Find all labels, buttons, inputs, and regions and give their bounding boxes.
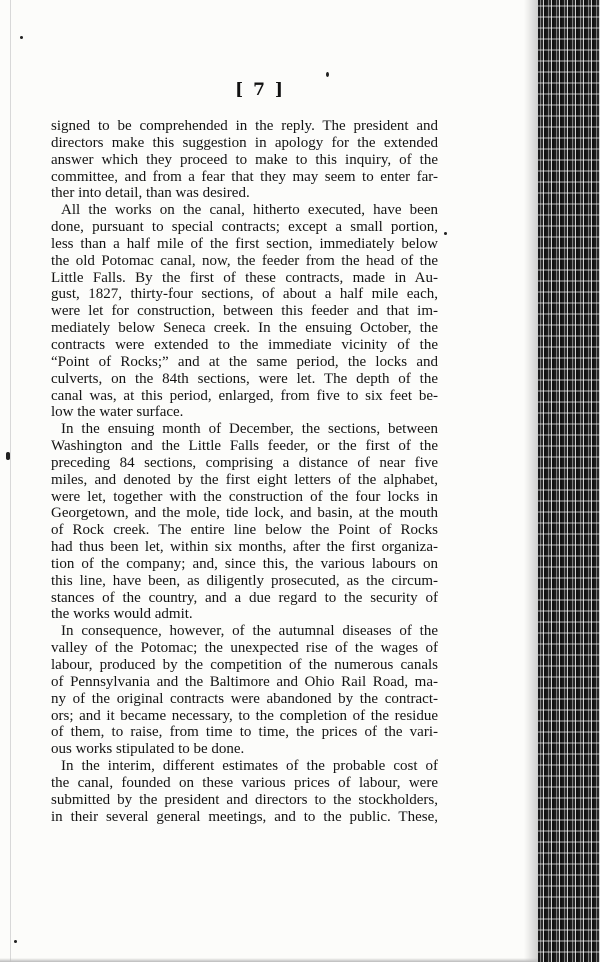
text-line: submitted by the president and directors to the stockholders,	[51, 791, 438, 808]
page-left-edge	[10, 0, 11, 962]
text-line: directors make this suggestion in apology for the extended	[51, 134, 438, 151]
text-line: of them, to raise, from time to time, the prices of the vari-	[51, 724, 438, 741]
text-line: the old Potomac canal, now, the feeder from the head of the	[51, 252, 438, 269]
text-line: valley of the Potomac; the unexpected rise of the wages of	[51, 640, 438, 657]
text-line: answer which they proceed to make to this inquiry, of the	[51, 151, 438, 168]
text-line: “Point of Rocks;” and at the same period, the locks and	[51, 353, 438, 370]
text-line: contracts were extended to the immediate vicinity of the	[51, 336, 438, 353]
ink-speck	[444, 232, 447, 235]
text-line: the canal, founded on these various prices of labour, were	[51, 774, 438, 791]
text-line: of Pennsylvania and the Baltimore and Ohio Rail Road, ma-	[51, 673, 438, 690]
text-line: of Rock creek. The entire line below the Point of Rocks	[51, 522, 438, 539]
ink-speck	[14, 940, 17, 943]
text-line: All the works on the canal, hitherto executed, have been	[61, 202, 438, 219]
text-line: ny of the original contracts were abandoned by the contract-	[51, 690, 438, 707]
text-line: tion of the company; and, since this, the various labours on	[51, 555, 438, 572]
page-gutter-shadow	[524, 0, 538, 962]
text-line: committee, and from a fear that they may seem to enter far-	[51, 168, 438, 185]
text-line: signed to be comprehended in the reply. The president and	[51, 118, 438, 134]
ink-speck	[6, 452, 10, 460]
text-line: the works would admit.	[51, 606, 193, 623]
text-line: ous works stipulated to be done.	[51, 741, 245, 758]
body-text	[51, 118, 438, 825]
page-number: [ 7 ]	[235, 80, 285, 100]
book-binding-edge	[538, 0, 600, 962]
paragraph	[51, 421, 438, 623]
paragraph	[51, 623, 438, 758]
paragraph	[51, 118, 438, 202]
text-line: culverts, on the 84th sections, were let. The depth of the	[51, 370, 438, 387]
text-line: ther into detail, than was desired.	[51, 185, 250, 202]
text-line: miles, and denoted by the first eight letters of the alphabet,	[51, 471, 438, 488]
text-line: ors; and it became necessary, to the completion of the residue	[51, 707, 438, 724]
paragraph	[51, 758, 438, 825]
text-line: done, pursuant to special contracts; except a small portion,	[51, 219, 438, 236]
page-bottom-edge	[0, 958, 538, 962]
text-line: labour, produced by the competition of the numerous canals	[51, 657, 438, 673]
text-line: were let for construction, between this feeder and that im-	[51, 303, 438, 320]
text-line: In consequence, however, of the autumnal diseases of the	[61, 623, 438, 640]
text-line: gust, 1827, thirty-four sections, of about a half mile each,	[51, 286, 438, 303]
text-line: Washington and the Little Falls feeder, or the first of the	[51, 438, 438, 455]
text-line: In the interim, different estimates of the probable cost of	[61, 758, 438, 775]
ink-speck	[326, 72, 329, 77]
text-line: stances of the country, and a due regard to the security of	[51, 589, 438, 606]
text-line: were let, together with the construction of the four locks in	[51, 488, 438, 505]
text-line: this line, have been, as diligently prosecuted, as the circum-	[51, 572, 438, 589]
text-line: In the ensuing month of December, the sections, between	[61, 421, 438, 438]
text-line: less than a half mile of the first section, immediately below	[51, 235, 438, 252]
text-line: in their several general meetings, and to the public. These,	[51, 808, 438, 825]
text-line: had thus been let, within six months, after the first organiza-	[51, 539, 438, 556]
text-line: canal was, at this period, enlarged, from five to six feet be-	[51, 387, 438, 404]
text-line: preceding 84 sections, comprising a distance of near five	[51, 454, 438, 471]
ink-speck	[20, 36, 23, 39]
text-line: mediately below Seneca creek. In the ensuing October, the	[51, 320, 438, 337]
text-line: Georgetown, and the mole, tide lock, and basin, at the mouth	[51, 505, 438, 522]
paragraph	[51, 202, 438, 421]
text-line: Little Falls. By the first of these contracts, made in Au-	[51, 269, 438, 286]
text-line: low the water surface.	[51, 404, 184, 421]
